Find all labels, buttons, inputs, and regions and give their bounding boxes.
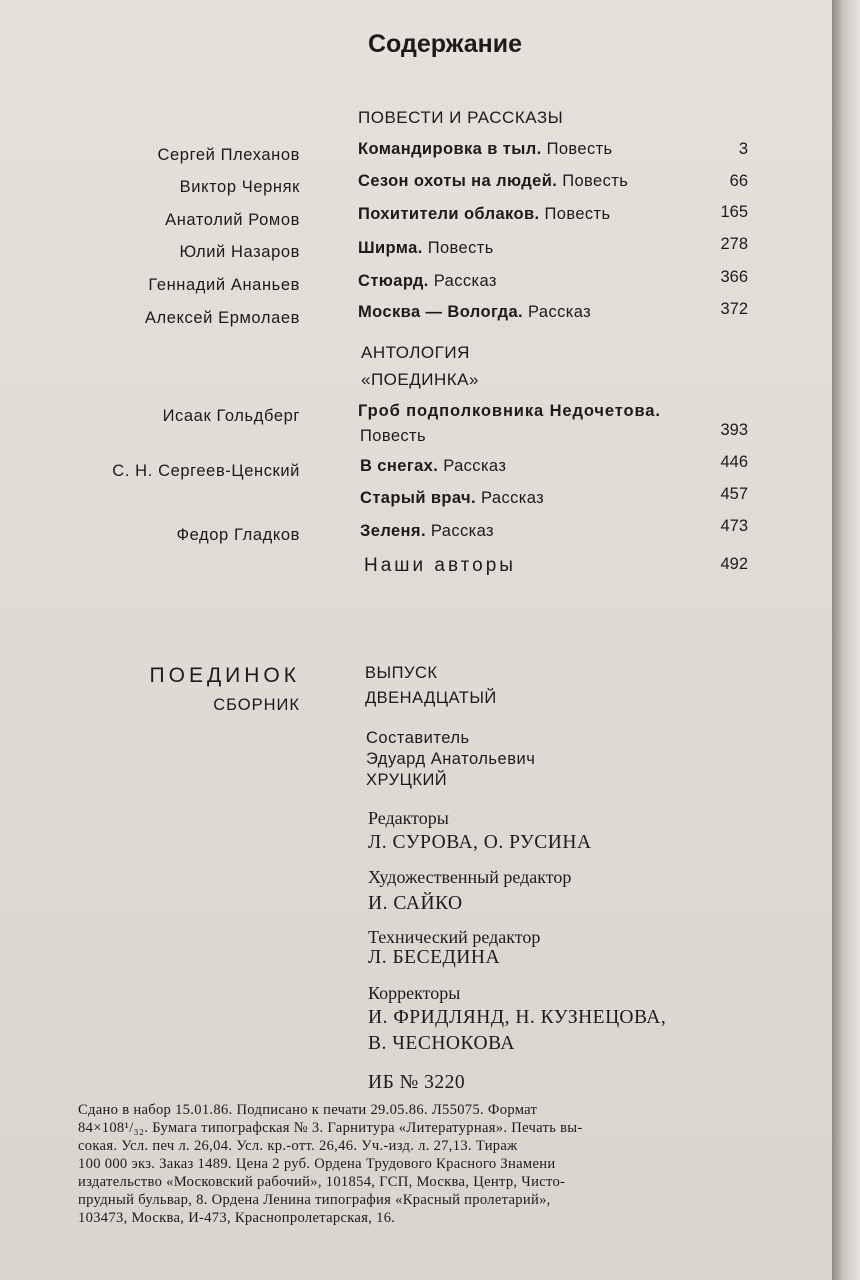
imprint-line: прудный бульвар, 8. Ордена Ленина типография «Красный пролетарий», — [78, 1192, 551, 1208]
issue-label: ВЫПУСК — [365, 664, 438, 682]
editors-names: Л. СУРОВА, О. РУСИНА — [368, 832, 592, 853]
toc-page-number: 492 — [720, 555, 748, 573]
book-spine-edge — [832, 0, 860, 1280]
imprint-line: Сдано в набор 15.01.86. Подписано к печати 29.05.86. Л55075. Формат — [78, 1102, 538, 1118]
art-editor-label: Художественный редактор — [368, 867, 572, 887]
toc-work — [358, 205, 611, 224]
imprint-line: издательство «Московский рабочий», 101854, ГСП, Москва, Центр, Чисто- — [78, 1174, 566, 1190]
toc-author: Алексей Ермолаев — [144, 309, 300, 327]
toc-work-genre: Повесть — [546, 140, 613, 158]
imprint-block — [78, 1101, 792, 1227]
toc-work-genre: Рассказ — [433, 272, 497, 290]
toc-author: Геннадий Ананьев — [148, 276, 300, 294]
toc-work — [358, 239, 494, 258]
toc-author: С. Н. Сергеев-Ценский — [112, 462, 300, 480]
toc-page-number: 473 — [720, 517, 748, 535]
toc-work — [358, 172, 628, 191]
proofreaders-label: Корректоры — [368, 983, 461, 1003]
proofreaders-names-line2: В. ЧЕСНОКОВА — [368, 1033, 515, 1054]
toc-author: Виктор Черняк — [179, 178, 300, 196]
our-authors-heading: Наши авторы — [364, 555, 516, 576]
toc-work-genre: Рассказ — [443, 457, 507, 475]
toc-work-genre: Рассказ — [430, 522, 494, 540]
toc-work-title: Зеленя. — [360, 522, 426, 540]
compiler-surname: ХРУЦКИЙ — [366, 771, 448, 789]
section-heading-anthology-name: «ПОЕДИНКА» — [361, 370, 479, 389]
toc-work-title: Старый врач. — [360, 489, 477, 507]
collection-kind: СБОРНИК — [213, 696, 300, 714]
toc-page-number: 3 — [738, 140, 748, 158]
toc-page-number: 446 — [720, 453, 748, 471]
issue-number: ДВЕНАДЦАТЫЙ — [365, 689, 497, 707]
toc-page-number: 457 — [720, 485, 748, 503]
art-editor-name: И. САЙКО — [368, 893, 463, 914]
toc-page-number: 278 — [720, 235, 748, 253]
tech-editor-label: Технический редактор — [368, 927, 541, 947]
toc-work-title: Москва — Вологда. — [358, 303, 524, 321]
ib-number: ИБ № 3220 — [368, 1072, 466, 1093]
section-heading-stories: ПОВЕСТИ И РАССКАЗЫ — [358, 108, 564, 127]
toc-author: Сергей Плеханов — [157, 146, 300, 164]
toc-work-genre: Рассказ — [481, 489, 545, 507]
toc-page-number: 393 — [720, 421, 748, 439]
toc-work — [358, 140, 613, 159]
toc-author: Федор Гладков — [176, 526, 300, 544]
toc-author: Анатолий Ромов — [165, 211, 300, 229]
imprint-line: 103473, Москва, И-473, Краснопролетарская, 16. — [78, 1210, 396, 1226]
toc-work-title: Стюард. — [358, 272, 429, 290]
toc-work-title: Командировка в тыл. — [358, 140, 542, 158]
toc-work — [358, 303, 591, 322]
toc-work-title: Гроб подполковника Недочетова. — [358, 402, 661, 420]
toc-work-title: Ширма. — [358, 239, 423, 257]
editors-label: Редакторы — [368, 808, 449, 828]
toc-page-number: 66 — [729, 172, 748, 190]
toc-work-genre: Повесть — [427, 239, 494, 257]
proofreaders-names-line1: И. ФРИДЛЯНД, Н. КУЗНЕЦОВА, — [368, 1007, 667, 1028]
series-name: ПОЕДИНОК — [149, 664, 300, 687]
toc-work-title: Сезон охоты на людей. — [358, 172, 558, 190]
compiler-name: Эдуард Анатольевич — [366, 750, 536, 768]
toc-page-number: 366 — [720, 268, 748, 286]
toc-work — [360, 489, 544, 508]
toc-work — [360, 457, 506, 476]
page-title: Содержание — [367, 30, 523, 58]
imprint-line: 100 000 экз. Заказ 1489. Цена 2 руб. Ордена Трудового Красного Знамени — [78, 1156, 556, 1172]
toc-work-genre: Повесть — [562, 172, 629, 190]
toc-author: Юлий Назаров — [179, 243, 300, 261]
compiler-label: Составитель — [366, 729, 470, 747]
toc-work — [358, 402, 661, 421]
toc-work-genre: Рассказ — [528, 303, 592, 321]
toc-work — [358, 272, 497, 291]
toc-page-number: 165 — [720, 203, 748, 221]
imprint-line: 84×108¹/₃₂. Бумага типографская № 3. Гарнитура «Литературная». Печать вы- — [78, 1120, 583, 1136]
toc-work-title: В снегах. — [360, 457, 439, 475]
toc-work-genre: Повесть — [360, 427, 426, 445]
toc-work-genre: Повесть — [544, 205, 611, 223]
imprint-line: сокая. Усл. печ л. 26,04. Усл. кр.-отт. 26,46. Уч.-изд. л. 27,13. Тираж — [78, 1138, 518, 1154]
toc-page-number: 372 — [720, 300, 748, 318]
toc-work-title: Похитители облаков. — [358, 205, 540, 223]
toc-work — [360, 522, 494, 541]
section-heading-anthology: АНТОЛОГИЯ — [361, 343, 470, 362]
toc-author: Исаак Гольдберг — [162, 407, 300, 425]
tech-editor-name: Л. БЕСЕДИНА — [368, 947, 501, 968]
